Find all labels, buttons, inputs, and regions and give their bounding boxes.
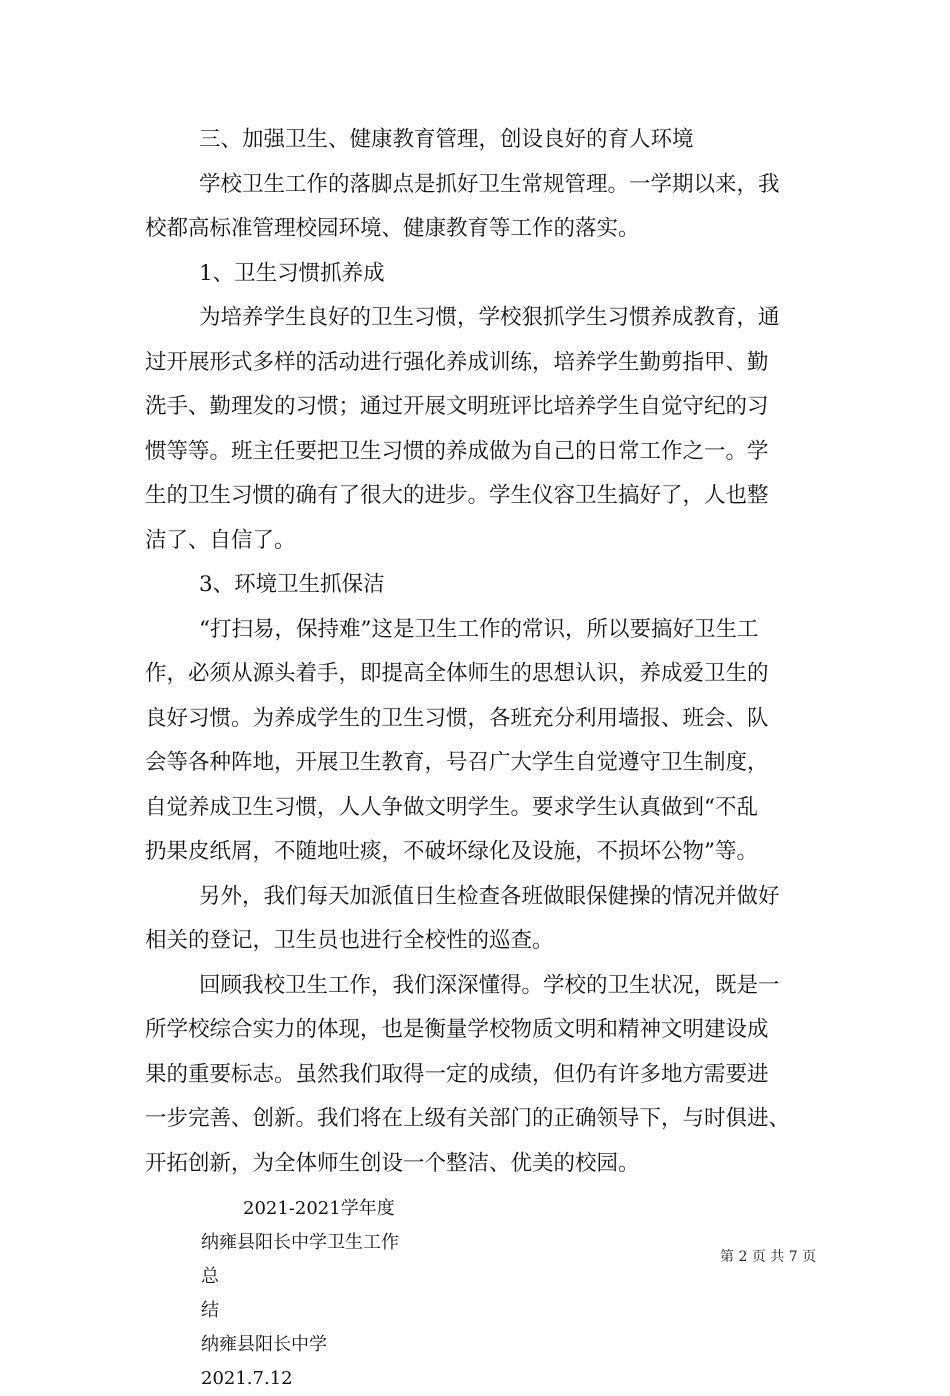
paragraph-line: 生的卫生习惯的确有了很大的进步。学生仪容卫生搞好了，人也整 bbox=[145, 483, 769, 508]
subheading-hygiene-habits: 1、卫生习惯抓养成 bbox=[199, 260, 385, 286]
document-body bbox=[145, 118, 810, 1396]
paragraph-line: 自觉养成卫生习惯，人人争做文明学生。要求学生认真做到“不乱 bbox=[145, 794, 758, 820]
paragraph-line: 所学校综合实力的体现，也是衡量学校物质文明和精神文明建设成 bbox=[145, 1017, 769, 1042]
signature-date: 2021.7.12 bbox=[201, 1368, 293, 1389]
paragraph-line: 作，必须从源头着手，即提高全体师生的思想认识，养成爱卫生的 bbox=[145, 661, 769, 686]
paragraph-line: 相关的登记，卫生员也进行全校性的巡查。 bbox=[145, 928, 554, 953]
paragraph-line: 洗手、勤理发的习惯；通过开展文明班评比培养学生自觉守纪的习 bbox=[145, 394, 769, 419]
paragraph-line: 回顾我校卫生工作，我们深深懂得。学校的卫生状况，既是一 bbox=[199, 972, 780, 998]
signature-year: 2021-2021学年度 bbox=[243, 1198, 395, 1219]
paragraph-3 bbox=[145, 608, 810, 875]
paragraph-line: 一步完善、创新。我们将在上级有关部门的正确领导下，与时俱进、 bbox=[145, 1106, 791, 1131]
signature-title: 纳雍县阳长中学卫生工作 bbox=[201, 1232, 399, 1253]
paragraph-line: 开拓创新，为全体师生创设一个整洁、优美的校园。 bbox=[145, 1150, 640, 1176]
paragraph-line: 为培养学生良好的卫生习惯，学校狠抓学生习惯养成教育，通 bbox=[199, 305, 780, 330]
section-heading: 三、加强卫生、健康教育管理，创设良好的育人环境 bbox=[199, 127, 694, 152]
paragraph-line: 另外，我们每天加派值日生检查各班做眼保健操的情况并做好 bbox=[199, 883, 780, 909]
page-number: 第 2 页 共 7 页 bbox=[720, 1249, 817, 1265]
paragraph-line: “打扫易，保持难”这是卫生工作的常识，所以要搞好卫生工 bbox=[199, 616, 759, 642]
paragraph-line: 会等各种阵地，开展卫生教育，号召广大学生自觉遵守卫生制度， bbox=[145, 750, 769, 775]
paragraph-line: 惯等等。班主任要把卫生习惯的养成做为自己的日常工作之一。学 bbox=[145, 438, 769, 464]
paragraph-2 bbox=[145, 296, 810, 563]
subheading-environment-cleaning: 3、环境卫生抓保洁 bbox=[199, 572, 385, 597]
paragraph-line: 校都高标准管理校园环境、健康教育等工作的落实。 bbox=[145, 216, 640, 241]
signature-school: 纳雍县阳长中学 bbox=[201, 1334, 327, 1355]
signature-title-char: 结 bbox=[201, 1300, 219, 1321]
paragraph-line: 洁了、自信了。 bbox=[145, 527, 296, 553]
paragraph-line: 过开展形式多样的活动进行强化养成训练，培养学生勤剪指甲、勤 bbox=[145, 349, 769, 375]
paragraph-5 bbox=[145, 964, 810, 1187]
signature-block bbox=[145, 1192, 810, 1396]
paragraph-line: 良好习惯。为养成学生的卫生习惯，各班充分利用墙报、班会、队 bbox=[145, 705, 769, 731]
paragraph-1 bbox=[145, 163, 810, 252]
paragraph-line: 扔果皮纸屑，不随地吐痰，不破坏绿化及设施，不损坏公物”等。 bbox=[145, 839, 758, 864]
paragraph-line: 学校卫生工作的落脚点是抓好卫生常规管理。一学期以来，我 bbox=[199, 171, 780, 197]
paragraph-4 bbox=[145, 875, 810, 964]
signature-title-char: 总 bbox=[201, 1266, 219, 1287]
paragraph-line: 果的重要标志。虽然我们取得一定的成绩，但仍有许多地方需要进 bbox=[145, 1061, 769, 1087]
